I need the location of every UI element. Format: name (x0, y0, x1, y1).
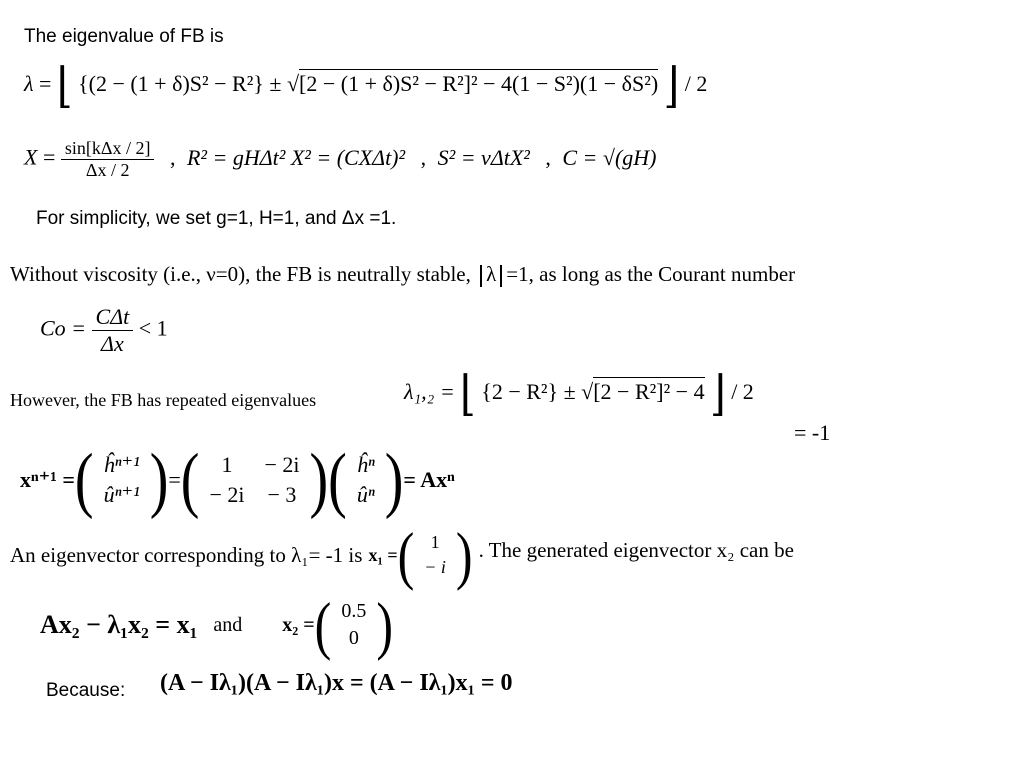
x-fraction (61, 138, 155, 181)
courant-denominator: Δx (101, 331, 124, 356)
viscosity-text-after: =1, as long as the Courant number (506, 262, 796, 286)
right-bracket: ⌋ (710, 366, 726, 421)
abs-lambda: λ (486, 262, 497, 286)
x1-lhs: x₁ = (368, 544, 398, 565)
open-paren: ( (314, 588, 332, 662)
repeated-lhs: λ₁,₂ = (404, 379, 455, 405)
repeated-sqrt-argument: [2 − R²]² − 4 (593, 379, 705, 405)
eigenvector-line (10, 520, 794, 590)
separator: , (545, 144, 551, 170)
a11: 1 (221, 452, 233, 477)
x-symbol: X (24, 144, 38, 170)
x2-component-1: 0.5 (341, 600, 367, 622)
matrix-equation (20, 440, 455, 520)
u-current: ûⁿ (356, 482, 375, 507)
definitions-row: X = $\frac{\text{sin[kΔx / 2]}}{\Delta x / 2}$ , R² = gHΔt² X² = (CXΔt)² , S² = νΔtX² , C = √(gH) (24, 138, 657, 180)
x2-lhs: x₂ = (282, 613, 315, 636)
x2-component-2: 0 (348, 627, 359, 649)
repeated-eigen-text: However, the FB has repeated eigenvalues (10, 390, 317, 410)
abs-bar-right (500, 265, 502, 287)
state-vector-current (347, 450, 385, 510)
abs-bar-left (480, 265, 482, 287)
s-definition: S² = νΔtX² (437, 144, 530, 170)
x-denominator: Δx / 2 (85, 160, 130, 180)
plus-minus: ± (563, 379, 576, 405)
viscosity-statement (10, 262, 795, 287)
a21: − 2i (209, 482, 245, 507)
left-bracket: ⌊ (56, 58, 73, 113)
close-paren: ) (455, 518, 473, 592)
open-paren: ( (180, 439, 200, 521)
h-next: ĥⁿ⁺¹ (103, 452, 140, 477)
repeated-result: = -1 (794, 420, 831, 445)
close-paren: ) (376, 588, 393, 662)
u-next: ûⁿ⁺¹ (103, 482, 140, 507)
divide-by-two: / 2 (731, 379, 754, 405)
simplicity-note: For simplicity, we set g=1, H=1, and Δx =1. (36, 208, 397, 229)
courant-equation (40, 304, 168, 357)
open-paren: ( (74, 439, 94, 521)
eigen-inner-term: {(2 − (1 + δ)S² − R²} (78, 71, 264, 97)
x1-component-1: 1 (430, 532, 440, 552)
eigen-sqrt-argument: [2 − (1 + δ)S² − R²]² − 4(1 − S²)(1 − δS²) (299, 71, 659, 97)
courant-relation: < 1 (138, 315, 168, 341)
close-paren: ) (384, 439, 404, 521)
plus-minus: ± (269, 71, 282, 97)
right-bracket: ⌋ (663, 58, 680, 113)
generated-text: . The generated eigenvector x₂ can be (478, 537, 794, 562)
x-numerator: sin[kΔx / 2] (61, 138, 155, 160)
close-paren: ) (309, 439, 329, 521)
h-current: ĥⁿ (356, 452, 375, 477)
x2-vector (331, 598, 376, 652)
c-definition: C = √(gH) (562, 144, 657, 170)
state-vector-next (94, 450, 150, 510)
a12: − 2i (264, 452, 300, 477)
a22: − 3 (267, 482, 297, 507)
because-label: Because: (46, 680, 126, 701)
matrix-lhs: xⁿ⁺¹ = (20, 467, 75, 492)
lambda-symbol: λ (24, 71, 34, 97)
generated-equation (40, 590, 393, 660)
open-paren: ( (397, 518, 415, 592)
because-equation: (A − Iλ₁)(A − Iλ₁)x = (A − Iλ₁)x₁ = 0 (160, 670, 513, 696)
close-paren: ) (149, 439, 169, 521)
open-paren: ( (328, 439, 347, 521)
x1-vector (414, 530, 456, 580)
matrix-a (199, 450, 309, 510)
x1-component-2: − i (424, 557, 446, 577)
courant-numerator: CΔt (92, 304, 134, 331)
matrix-rhs: = Axⁿ (403, 467, 455, 492)
courant-fraction (92, 304, 134, 357)
viscosity-text-before: Without viscosity (i.e., ν=0), the FB is neutrally stable, (10, 262, 471, 286)
eigenvalue-equation: λ = ⌊ {(2 − (1 + δ)S² − R²} ± √[2 − (1 + δ)S² − R²]² − 4(1 − S²)(1 − δS²) ⌋ / 2 (24, 58, 708, 113)
r-definition: R² = gHΔt² X² = (CXΔt)² (186, 144, 406, 170)
repeated-eigen-equation: λ₁,₂ = ⌊ {2 − R²} ± √[2 − R²]² − 4 ⌋ / 2 (404, 366, 754, 421)
repeated-inner: {2 − R²} (481, 379, 559, 405)
divide-by-two: / 2 (684, 71, 708, 97)
separator: , (420, 144, 427, 170)
eigenvector-text: An eigenvector corresponding to λ₁= -1 is (10, 542, 363, 567)
equals-sign: = (168, 467, 181, 492)
generated-eq: Ax₂ − λ₁x₂ = x₁ (40, 610, 198, 639)
separator: , (169, 144, 176, 170)
left-bracket: ⌊ (460, 366, 476, 421)
and-word: and (213, 613, 243, 636)
intro-text: The eigenvalue of FB is (24, 26, 224, 47)
courant-lhs: Co = (40, 315, 87, 341)
